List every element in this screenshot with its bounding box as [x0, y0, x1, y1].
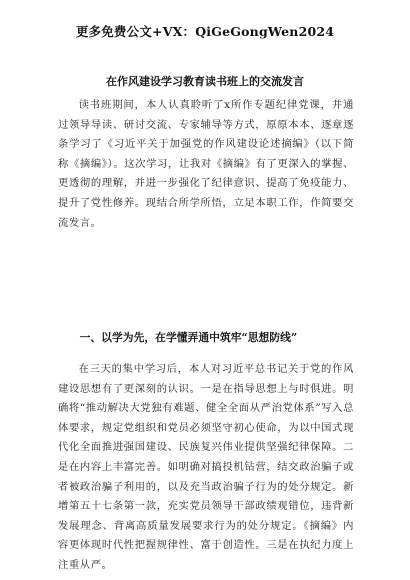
body-paragraph: 在三天的集中学习后，本人对习近平总书记关于党的作风建设思想有了更深刻的认识。一是在指导思想上与时俱进。明确将“推动解决大党独有难题、健全全面从严治党体系”写入总体要求，规定党组织和党员必须坚守初心使命，为以中国式现代化全面推进强国建设、民族复兴伟业提供坚强纪律保障。二是在内容上丰富完善。如明确对搞投机钻营，结交政治骗子或者被政治骗子利用的，以及充当政治骗子行为的处分规定。新增第五十七条第一款，充实党员领导干部政绩观错位，违背新发展理念、背离高质量发展要求行为的处分规定。《摘编》内容更体现时代性把握规律性、富于创造性。三是在执纪力度上注重从严。 [58, 363, 354, 571]
section-heading: 一、以学为先，在学懂弄通中筑牢“思想防线” [79, 331, 298, 344]
document-title: 在作风建设学习教育读书班上的交流发言 [106, 75, 304, 88]
promo-banner: 更多免费公文+VX：QiGeGongWen2024 [75, 24, 335, 39]
intro-paragraph: 读书班期间，本人认真聆听了x所作专题纪律党课，并通过领导导读、研讨交流、专家辅导等方式，原原本本、逐章逐条学习了《习近平关于加强党的作风建设论述摘编》（以下简称《摘编》）。这次学习，让我对《摘编》有了更深入的掌握、更透彻的理解，并进一步强化了纪律意识、提高了免疫能力、提升了党性修养。现结合所学所悟，立足本职工作，作简要交流发言。 [58, 99, 354, 229]
